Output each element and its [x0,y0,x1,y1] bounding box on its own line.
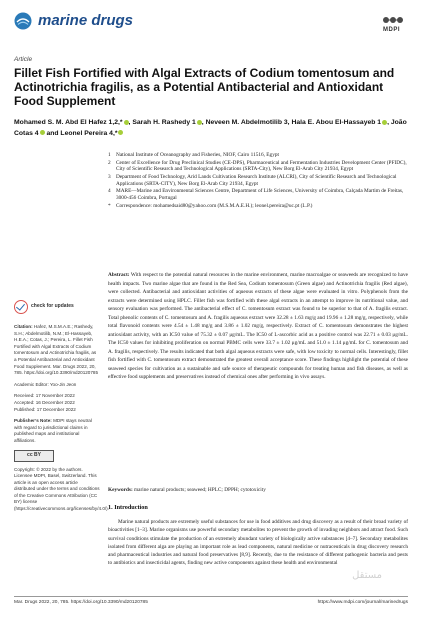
publisher-note-label: Publisher’s Note: [14,418,52,424]
author[interactable]: Sarah H. Rashedy 1 [132,119,196,126]
keywords-label: Keywords: [108,487,133,493]
journal-name[interactable]: marine drugs [38,12,134,29]
received-date: Received: 17 November 2022 [14,393,75,399]
title-text: Fillet Fish Fortified with Algal Extracts of Codium tomentosum and Actinotrichia fragilis, as a Potential Antibacterial and Antioxidant Food Supplement [14,66,395,108]
author-list: Mohamed S. M. Abd El Hafez 1,2,* , Sarah H. Rashedy 1 , Neveen M. Abdelmotilib 3, Hala E. Abou El-Hassayeb 1 , João Cotas 4 and Leonel Pereira 4,* [14,119,407,137]
author[interactable]: Mohamed S. M. Abd El Hafez 1,2,* [14,119,123,126]
affiliation-text: Department of Food Technology, Arid Lands Cultivation Research Institute (ALCRI), City of Scientific Research and Technological Applications (SRTA-CITY), New Borg El-Arab City 21934, Egypt [116,173,397,187]
correspondence-row [108,203,408,210]
footer-divider [14,596,408,597]
affiliation-row [108,188,408,202]
author[interactable]: Neveen M. Abdelmotilib 3 [205,119,288,126]
affiliation-text: Center of Excellence for Drug Preclinical Studies (CE-DPS), Pharmaceutical and Fermentation Industries Development Center (PFIDC), City of Scientific Research and Technological Applications (SRTA-City), New Borg El-Arab City 21934, Egypt [116,159,407,173]
affiliation-number: 1 [108,152,111,158]
check-updates-label: check for updates [31,303,74,310]
author[interactable]: and Leonel Pereira 4,* [46,129,118,137]
citation-block [14,324,100,377]
publisher-note-text: MDPI stays neutral with regard to jurisdictional claims in published maps and institutional affiliations. [14,418,92,443]
article-type: Article [14,56,33,63]
author[interactable]: Hala E. Abou El-Hassayeb 1 [291,119,382,126]
publisher-name: MDPI [383,27,400,33]
affiliation-row [108,174,408,188]
citation-text[interactable]: Hafez, M.S.M.A.E.; Rashedy, S.H.; Abdelmotilib, N.M.; El-Hassayeb, H.E.A.; Cotas, J.; Pereira, L. Fillet Fish Fortified with Algal Extracts of Codium tomentosum and Actinotrichia fragilis, as a Potential Antibacterial and Antioxidant Food Supplement. Mar. Drugs 2022, 20, 785. https://doi.org/10.3390/md20120785 [14,324,99,376]
page-footer [14,600,408,605]
affiliation-number: 2 [108,159,111,166]
published-date: Published: 17 December 2022 [14,406,76,412]
left-sidebar [14,300,109,513]
check-for-updates-button[interactable] [14,300,100,314]
author[interactable]: João Cotas 4 [14,119,407,137]
abstract [108,271,408,382]
affiliation-row [108,152,408,159]
affiliation-number: * [108,202,111,209]
affiliation-text: MARE—Marine and Environmental Sciences Centre, Department of Life Sciences, University of Coimbra, Calçada Martim de Freitas, 3000-456 Coimbra, Portugal [116,188,404,202]
journal-header [14,10,408,34]
journal-logo-icon [14,12,32,30]
keywords [108,486,408,494]
check-updates-icon [14,300,28,314]
citation-label: Citation: [14,324,33,329]
introduction-text: Marine natural products are extremely useful substances for use in food additives and drug discovery as a result of their broad variety of bioactivities [1–3]. Marine organisms use powerful secondary metabolites to prevent the growth of invading neighbors and attract food. Such survival conditions stimulate the production of an extremely abundant variety of biologically active substances [4–7]. Secondary metabolites isolated from different alga are playing an important role as lead components, natural medicine or nutraceuticals in drug discovery research and pharmaceutical industries and natural food preservatives [8,9]. Recently, due to the resistance of different pathogenic bacteria and pests to antibiotics and insecticidal agents, finding new active components against these health and environmental [108,519,408,567]
abstract-label: Abstract: [108,272,130,278]
academic-editor: Academic Editor: Yoo-Jin Jeon [14,381,77,387]
affiliation-text: National Institute of Oceanography and Fisheries, NIOF, Cairo 11516, Egypt [116,152,279,158]
introduction-heading: 1. Introduction [108,504,148,511]
affiliations [108,152,408,210]
orcid-icon[interactable] [382,120,387,125]
correspondence-text[interactable]: Correspondence: mohamedsaid80@yahoo.com (M.S.M.A.E.H.); leonel.pereira@uc.pt (L.P.) [116,202,313,209]
copyright-text[interactable]: Copyright: © 2022 by the authors. Licensee MDPI, Basel, Switzerland. This article is an open access article distributed under the terms and conditions of the Creative Commons Attribution (CC BY) license (https://creativecommons.org/licenses/by/4.0/). [14,466,109,512]
affiliation-number: 4 [108,188,111,195]
orcid-icon[interactable] [40,130,45,135]
keywords-text: marine natural products; seaweed; HPLC; DPPH; cytotoxicity [134,487,266,493]
orcid-icon[interactable] [124,120,129,125]
cc-license-badge[interactable]: cc BY [14,450,54,462]
affiliation-row [108,160,408,174]
footer-journal-url[interactable]: https://www.mdpi.com/journal/marinedrugs [317,600,408,605]
article-title [14,66,408,108]
abstract-text: With respect to the potential natural resources in the marine environment, marine macroalgae or seaweeds are recognized to have health impacts. Two marine algae that are found in the Red Sea, Codium tomentosum (Green algae) and Actinotrichia fragilis (Red algae), were collected. Antibacterial and antioxidant activities of aqueous extracts of these algae were evaluated in vitro. Polyphenols from the extracts were determined using HPLC. Fillet fish was fortified with these algal extracts in an attempt to improve its nutritional value, and sensory evaluation was performed. The antibacterial effect of C. tomentosum extract was found to be superior to that of A. fragilis extract. Total phenolic contents of C. tomentosum and A. fragilis aqueous extract were 32.28 ± 1.63 mg/g and 19.96 ± 1.28 mg/g, respectively, while total flavonoid contents were 4.54 ± 1.48 mg/g and 3.86 ± 1.02 mg/g, respectively. Extract of C. tomentosum demonstrates the highest antioxidant activity, with an IC50 value of 75.32 ± 0.07 μg/mL. The IC50 of L-ascorbic acid as a positive control was 22.71 ± 0.03 μg/mL. The IC50 values for inhibiting proliferation on normal PBMC cells were 33.7 ± 1.02 μg/mL and 51.0 ± 1.14 μg/mL for C. tomentosum and A. fragilis, respectively. The results indicated that both algal aqueous extracts were safe, with low toxicity to normal cells. Interestingly, fillet fish fortified with C. tomentosum extract demonstrated the greatest overall acceptance score. These findings highlight the potential of these seaweed species for cultivation as a sustainable and safe source of therapeutic compounds for treating human and fish diseases, as well as effective food supplements and preservatives instead of chemical ones after performing in vivo assays. [108,272,408,380]
orcid-icon[interactable] [118,130,123,135]
orcid-icon[interactable] [197,120,202,125]
footer-citation[interactable]: Mar. Drugs 2022, 20, 785. https://doi.org/10.3390/md20120785 [14,600,148,605]
accepted-date: Accepted: 16 December 2022 [14,399,75,405]
publisher-note [14,418,100,444]
affiliation-number: 3 [108,173,111,180]
watermark-logo: مستقل [352,570,382,581]
